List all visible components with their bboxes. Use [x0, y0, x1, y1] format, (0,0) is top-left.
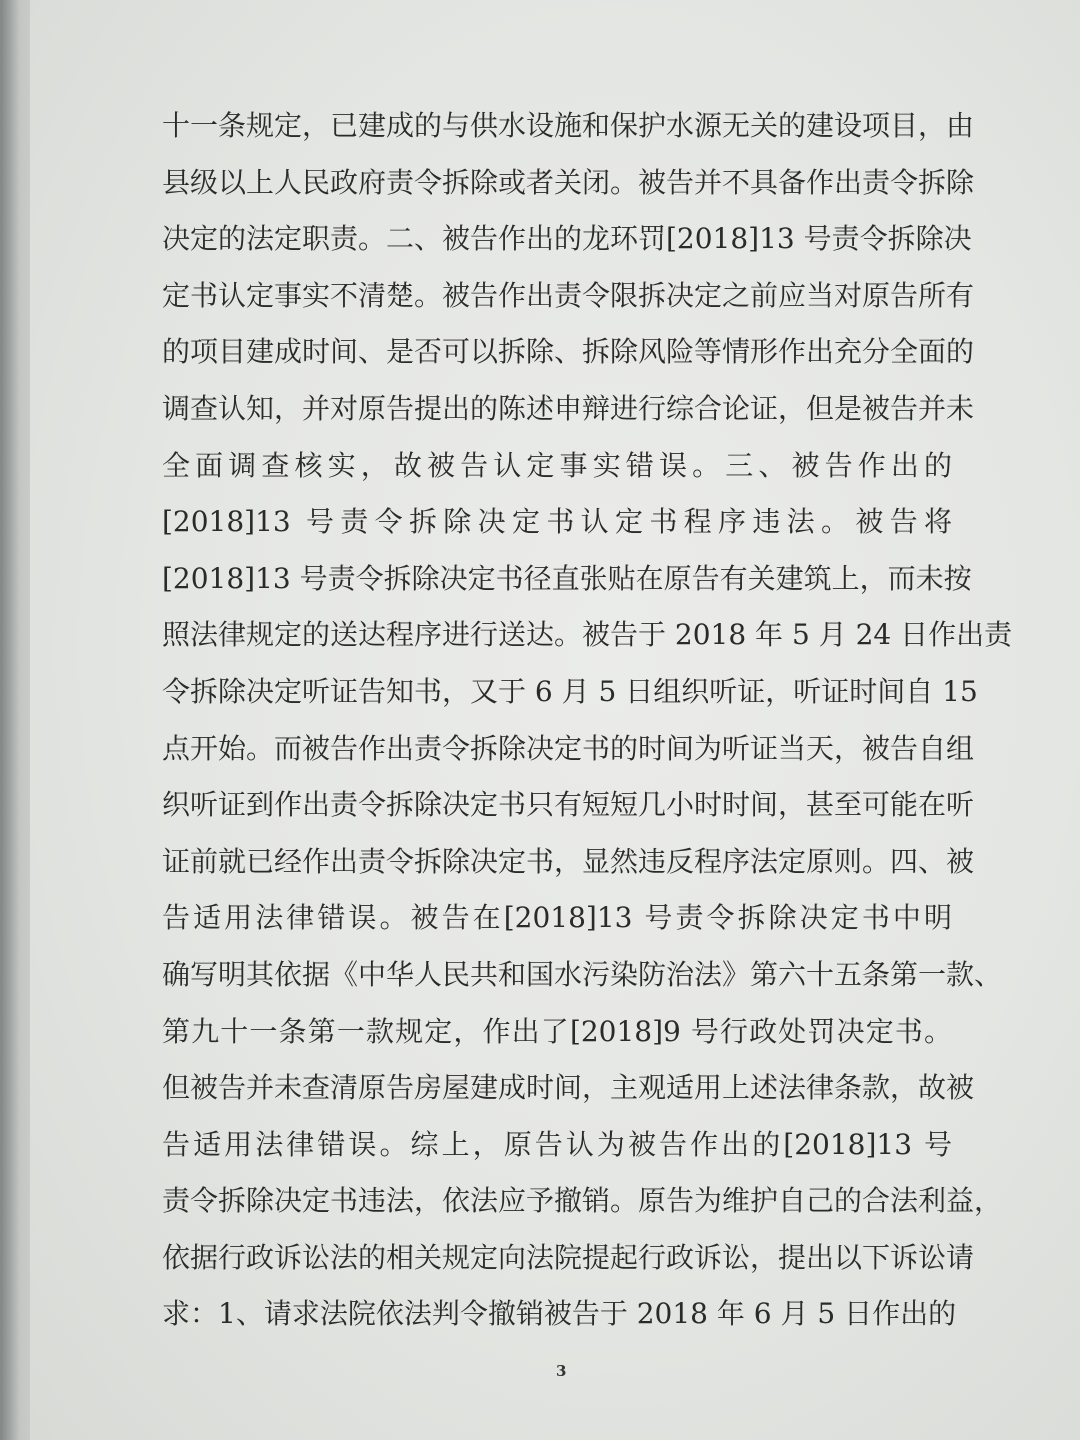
document-body [162, 98, 1013, 1343]
text-line: 定书认定事实不清楚。被告作出责令限拆决定之前应当对原告所有 [162, 278, 975, 312]
text-line: 求：1、请求法院依法判令撤销被告于 2018 年 6 月 5 日作出的 [162, 1297, 957, 1331]
text-line: 织听证到作出责令拆除决定书只有短短几小时时间，甚至可能在听 [162, 788, 975, 822]
text-line: 十一条规定，已建成的与供水设施和保护水源无关的建设项目，由 [162, 109, 975, 142]
text-line: [2018]13 号责令拆除决定书径直张贴在原告有关建筑上，而未按 [162, 561, 972, 595]
text-line: 县级以上人民政府责令拆除或者关闭。被告并不具备作出责令拆除 [162, 165, 975, 199]
text-line: 的项目建成时间、是否可以拆除、拆除风险等情形作出充分全面的 [162, 335, 975, 369]
text-line: 告适用法律错误。被告在[2018]13 号责令拆除决定书中明 [162, 901, 952, 935]
text-line: 调查认知，并对原告提出的陈述申辩进行综合论证，但是被告并未 [162, 391, 975, 425]
text-line: 令拆除决定听证告知书，又于 6 月 5 日组织听证，听证时间自 15 [162, 674, 978, 708]
text-line: 全面调查核实，故被告认定事实错误。三、被告作出的 [162, 448, 952, 482]
text-line: 告适用法律错误。综上，原告认为被告作出的[2018]13 号 [162, 1127, 952, 1161]
text-line: 第九十一条第一款规定，作出了[2018]9 号行政处罚决定书。 [162, 1014, 952, 1048]
text-line: 确写明其依据《中华人民共和国水污染防治法》第六十五条第一款、 [162, 957, 1003, 991]
text-line: 照法律规定的送达程序进行送达。被告于 2018 年 5 月 24 日作出责 [162, 618, 1013, 652]
text-line: 点开始。而被告作出责令拆除决定书的时间为听证当天，被告自组 [162, 731, 975, 765]
text-line: 决定的法定职责。二、被告作出的龙环罚[2018]13 号责令拆除决 [162, 222, 972, 256]
text-line: 证前就已经作出责令拆除决定书，显然违反程序法定原则。四、被 [162, 844, 975, 878]
text-line: [2018]13 号责令拆除决定书认定书程序违法。被告将 [162, 505, 952, 539]
text-line: 责令拆除决定书违法，依法应予撤销。原告为维护自己的合法利益， [162, 1184, 1003, 1218]
text-line: 依据行政诉讼法的相关规定向法院提起行政诉讼，提出以下诉讼请 [162, 1240, 975, 1274]
page-number: 3 [556, 1362, 567, 1380]
text-line: 但被告并未查清原告房屋建成时间，主观适用上述法律条款，故被 [162, 1071, 975, 1105]
